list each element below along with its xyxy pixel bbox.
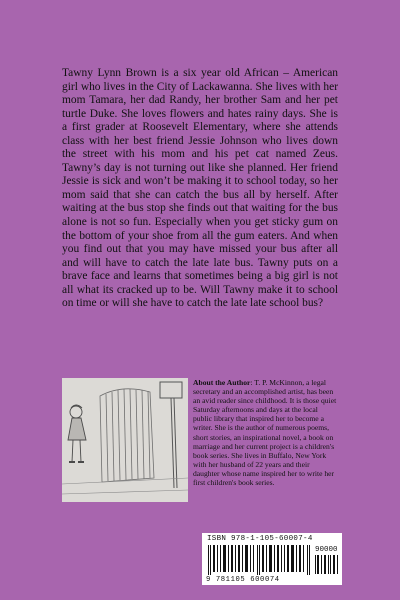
isbn-barcode [202, 533, 342, 585]
about-heading: About the Author [193, 378, 251, 387]
addon-barcode-bars [315, 555, 339, 574]
price-code: 90000 [315, 546, 338, 554]
barcode-digits: 9 781105 600074 [206, 576, 280, 584]
book-blurb: Tawny Lynn Brown is a six year old African – American girl who lives in the City of Lackawanna. She lives with her mom Tamara, her dad Randy, her brother Sam and her pet turtle Duke. She loves flowers and hates rainy days. She is a first grader at Roosevelt Elementary, where she attends class with her best friend Jessie Johnson who lives down the street with his mom and his pet cat named Zeus. Tawny’s day is not turning out like she planned. Her friend Jessie is sick and won’t be making it to school today, so her mom said that she can catch the bus all by herself. After waiting at the bus stop she finds out that waiting for the bus alone is not so fun. Especially when you get sticky gum on the bottom of your shoe from all the gum eaters. And when you find out that you may have missed your bus after all and will have to catch the late late bus. Tawny puts on a brave face and learns that sometimes being a big girl is not all what its cracked up to be. Will Tawny make it to school on time or will she have to catch the late late school bus? [62, 67, 338, 310]
isbn-label: ISBN 978-1-105-60007-4 [207, 535, 313, 543]
ean-barcode-bars [208, 545, 312, 575]
about-text: : T. P. McKinnon, a legal secretary and an accomplished artist, has been an avid reader since childhood. It is those quiet Saturday afternoons and days at the local public library that inspired her to become a writer. She is the author of numerous poems, short stories, an inspirational novel, a book on marriage and her current project is a children's book series. She lives in Buffalo, New York with her husband of 22 years and their daughter whose name inspired her to write her first children's book series. [193, 378, 337, 488]
about-the-author [193, 378, 338, 487]
sketch-drawing [62, 378, 188, 502]
author-illustration [62, 378, 188, 502]
